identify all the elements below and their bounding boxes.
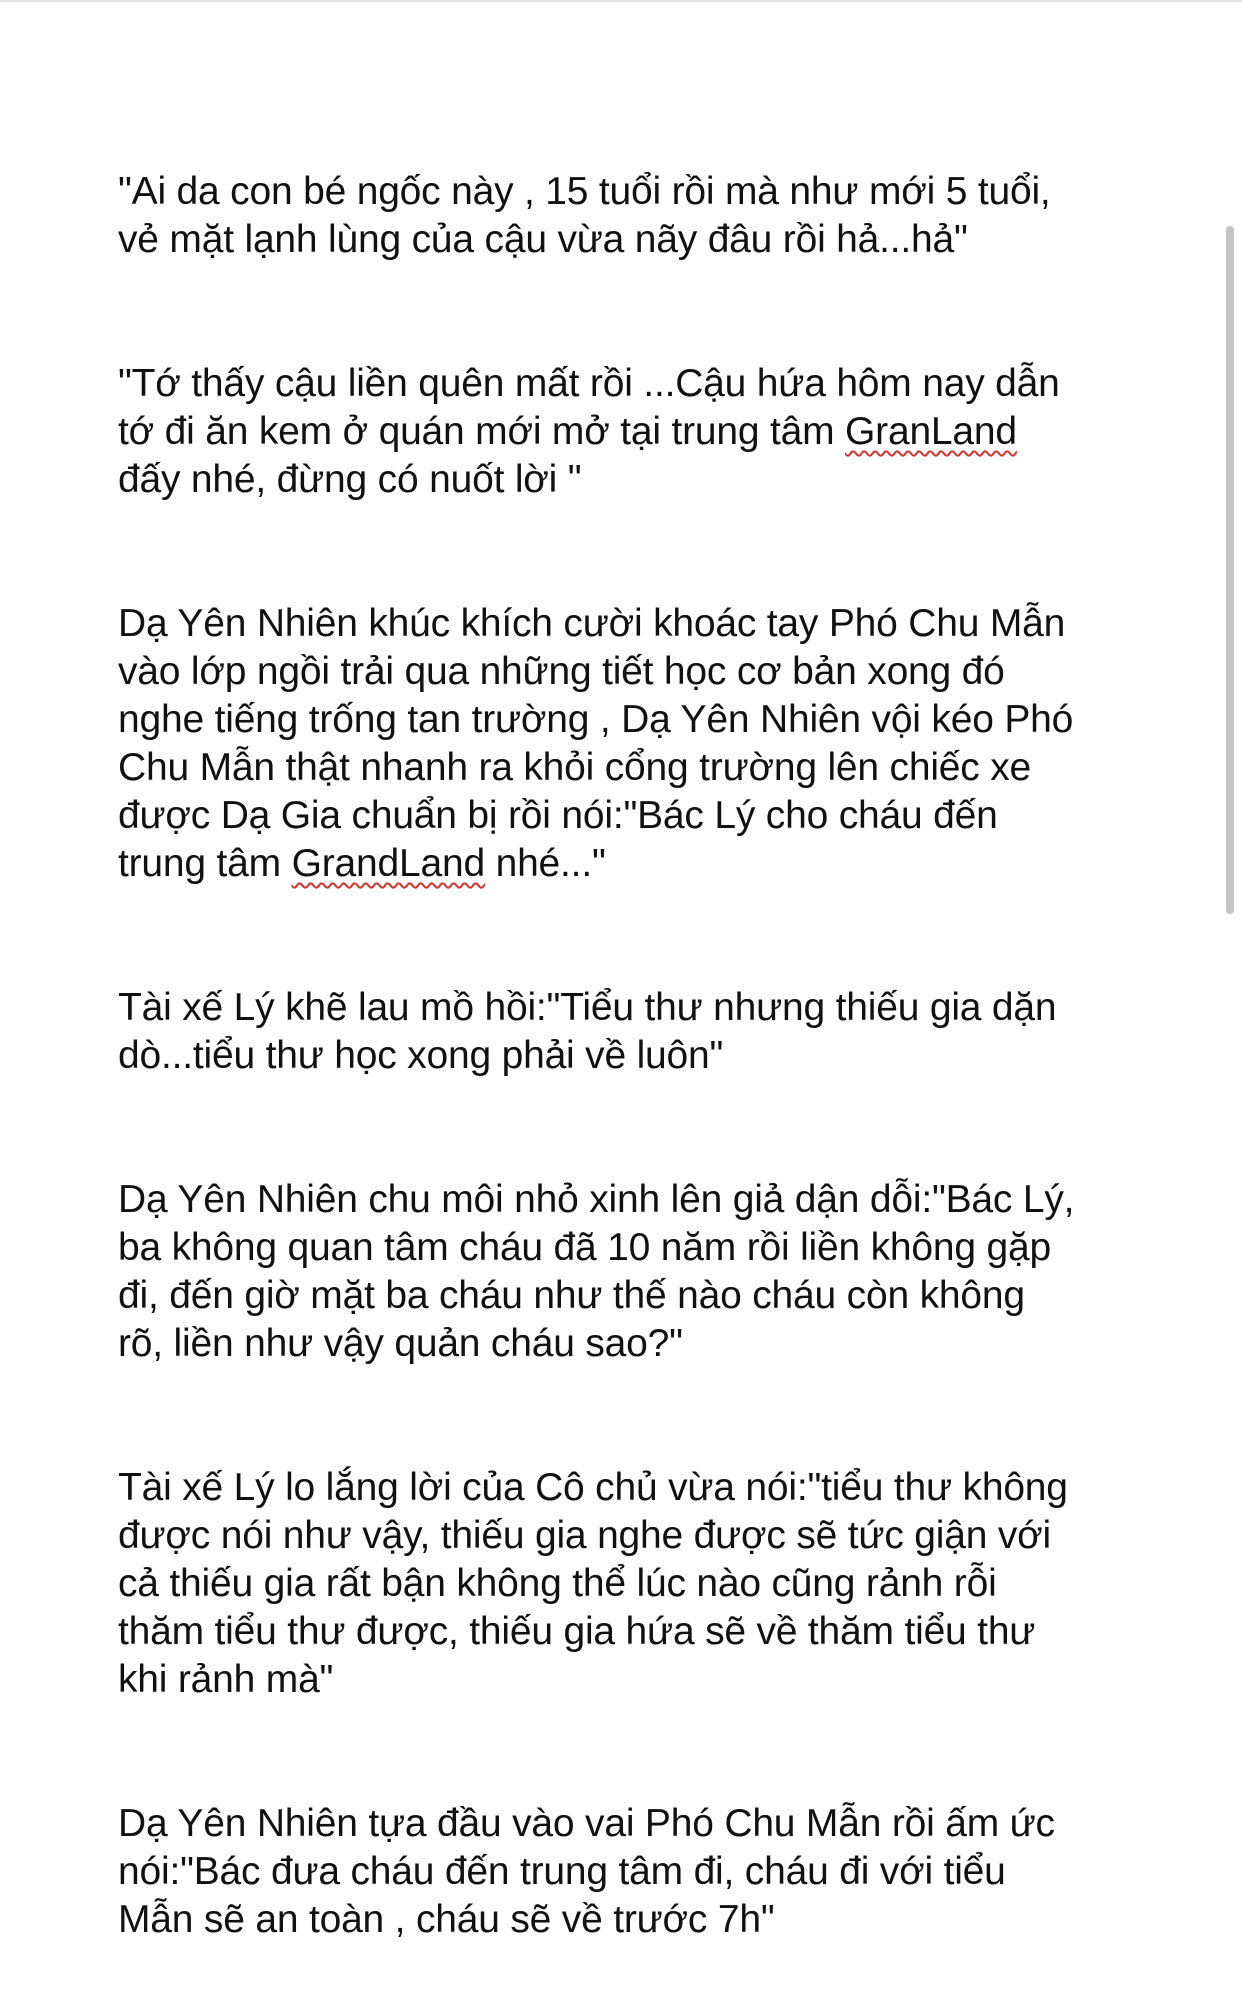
paragraph-text: Dạ Yên Nhiên chu môi nhỏ xinh lên giả dận dỗi:"Bác Lý, ba không quan tâm cháu đã 10 năm rồi liền không gặp đi, đến giờ mặt ba cháu như thế nào cháu còn không rõ, liền như vậy quản cháu sao?" [118, 1178, 1075, 1365]
paragraph-1 [118, 120, 1128, 264]
paragraph-6 [118, 1416, 1128, 1704]
paragraph-5 [118, 1128, 1128, 1368]
paragraph-text: "Ai da con bé ngốc này , 15 tuổi rồi mà như mới 5 tuổi, vẻ mặt lạnh lùng của cậu vừa nãy đâu rồi hả...hả" [118, 170, 1051, 261]
misspelled-word[interactable]: GranLand [845, 410, 1017, 453]
paragraph-text: Dạ Yên Nhiên khúc khích cười khoác tay Phó Chu Mẫn vào lớp ngồi trải qua những tiết học cơ bản xong đó nghe tiếng trống tan trường , Dạ Yên Nhiên vội kéo Phó Chu Mẫn thật nhanh ra khỏi cổng trường lên chiếc xe được Dạ Gia chuẩn bị rồi nói:"Bác Lý cho cháu đến trung tâm [118, 602, 1074, 885]
paragraph-2 [118, 312, 1128, 504]
paragraph-7 [118, 1752, 1128, 1944]
misspelled-word[interactable]: GrandLand [291, 842, 485, 885]
paragraph-3 [118, 552, 1128, 888]
top-divider [0, 0, 1242, 2]
paragraph-text: đấy nhé, đừng có nuốt lời " [118, 458, 582, 501]
paragraph-text: Tài xế Lý khẽ lau mồ hồi:"Tiểu thư nhưng thiếu gia dặn dò...tiểu thư học xong phải về luôn" [118, 986, 1057, 1077]
paragraph-text: Tài xế Lý lo lắng lời của Cô chủ vừa nói:"tiểu thư không được nói như vậy, thiếu gia nghe được sẽ tức giận với cả thiếu gia rất bận không thể lúc nào cũng rảnh rỗi thăm tiểu thư được, thiếu gia hứa sẽ về thăm tiểu thư khi rảnh mà" [118, 1466, 1068, 1701]
paragraph-4 [118, 936, 1128, 1080]
document-body[interactable] [118, 120, 1128, 1992]
paragraph-text: nhé..." [484, 842, 606, 885]
vertical-scrollbar[interactable] [1226, 226, 1234, 914]
paragraph-text: Dạ Yên Nhiên tựa đầu vào vai Phó Chu Mẫn rồi ấm ức nói:"Bác đưa cháu đến trung tâm đi, cháu đi với tiểu Mẫn sẽ an toàn , cháu sẽ về trước 7h" [118, 1802, 1055, 1941]
paragraph-text: "Tớ thấy cậu liền quên mất rồi ...Cậu hứa hôm nay dẫn tớ đi ăn kem ở quán mới mở tại trung tâm [118, 362, 1060, 453]
